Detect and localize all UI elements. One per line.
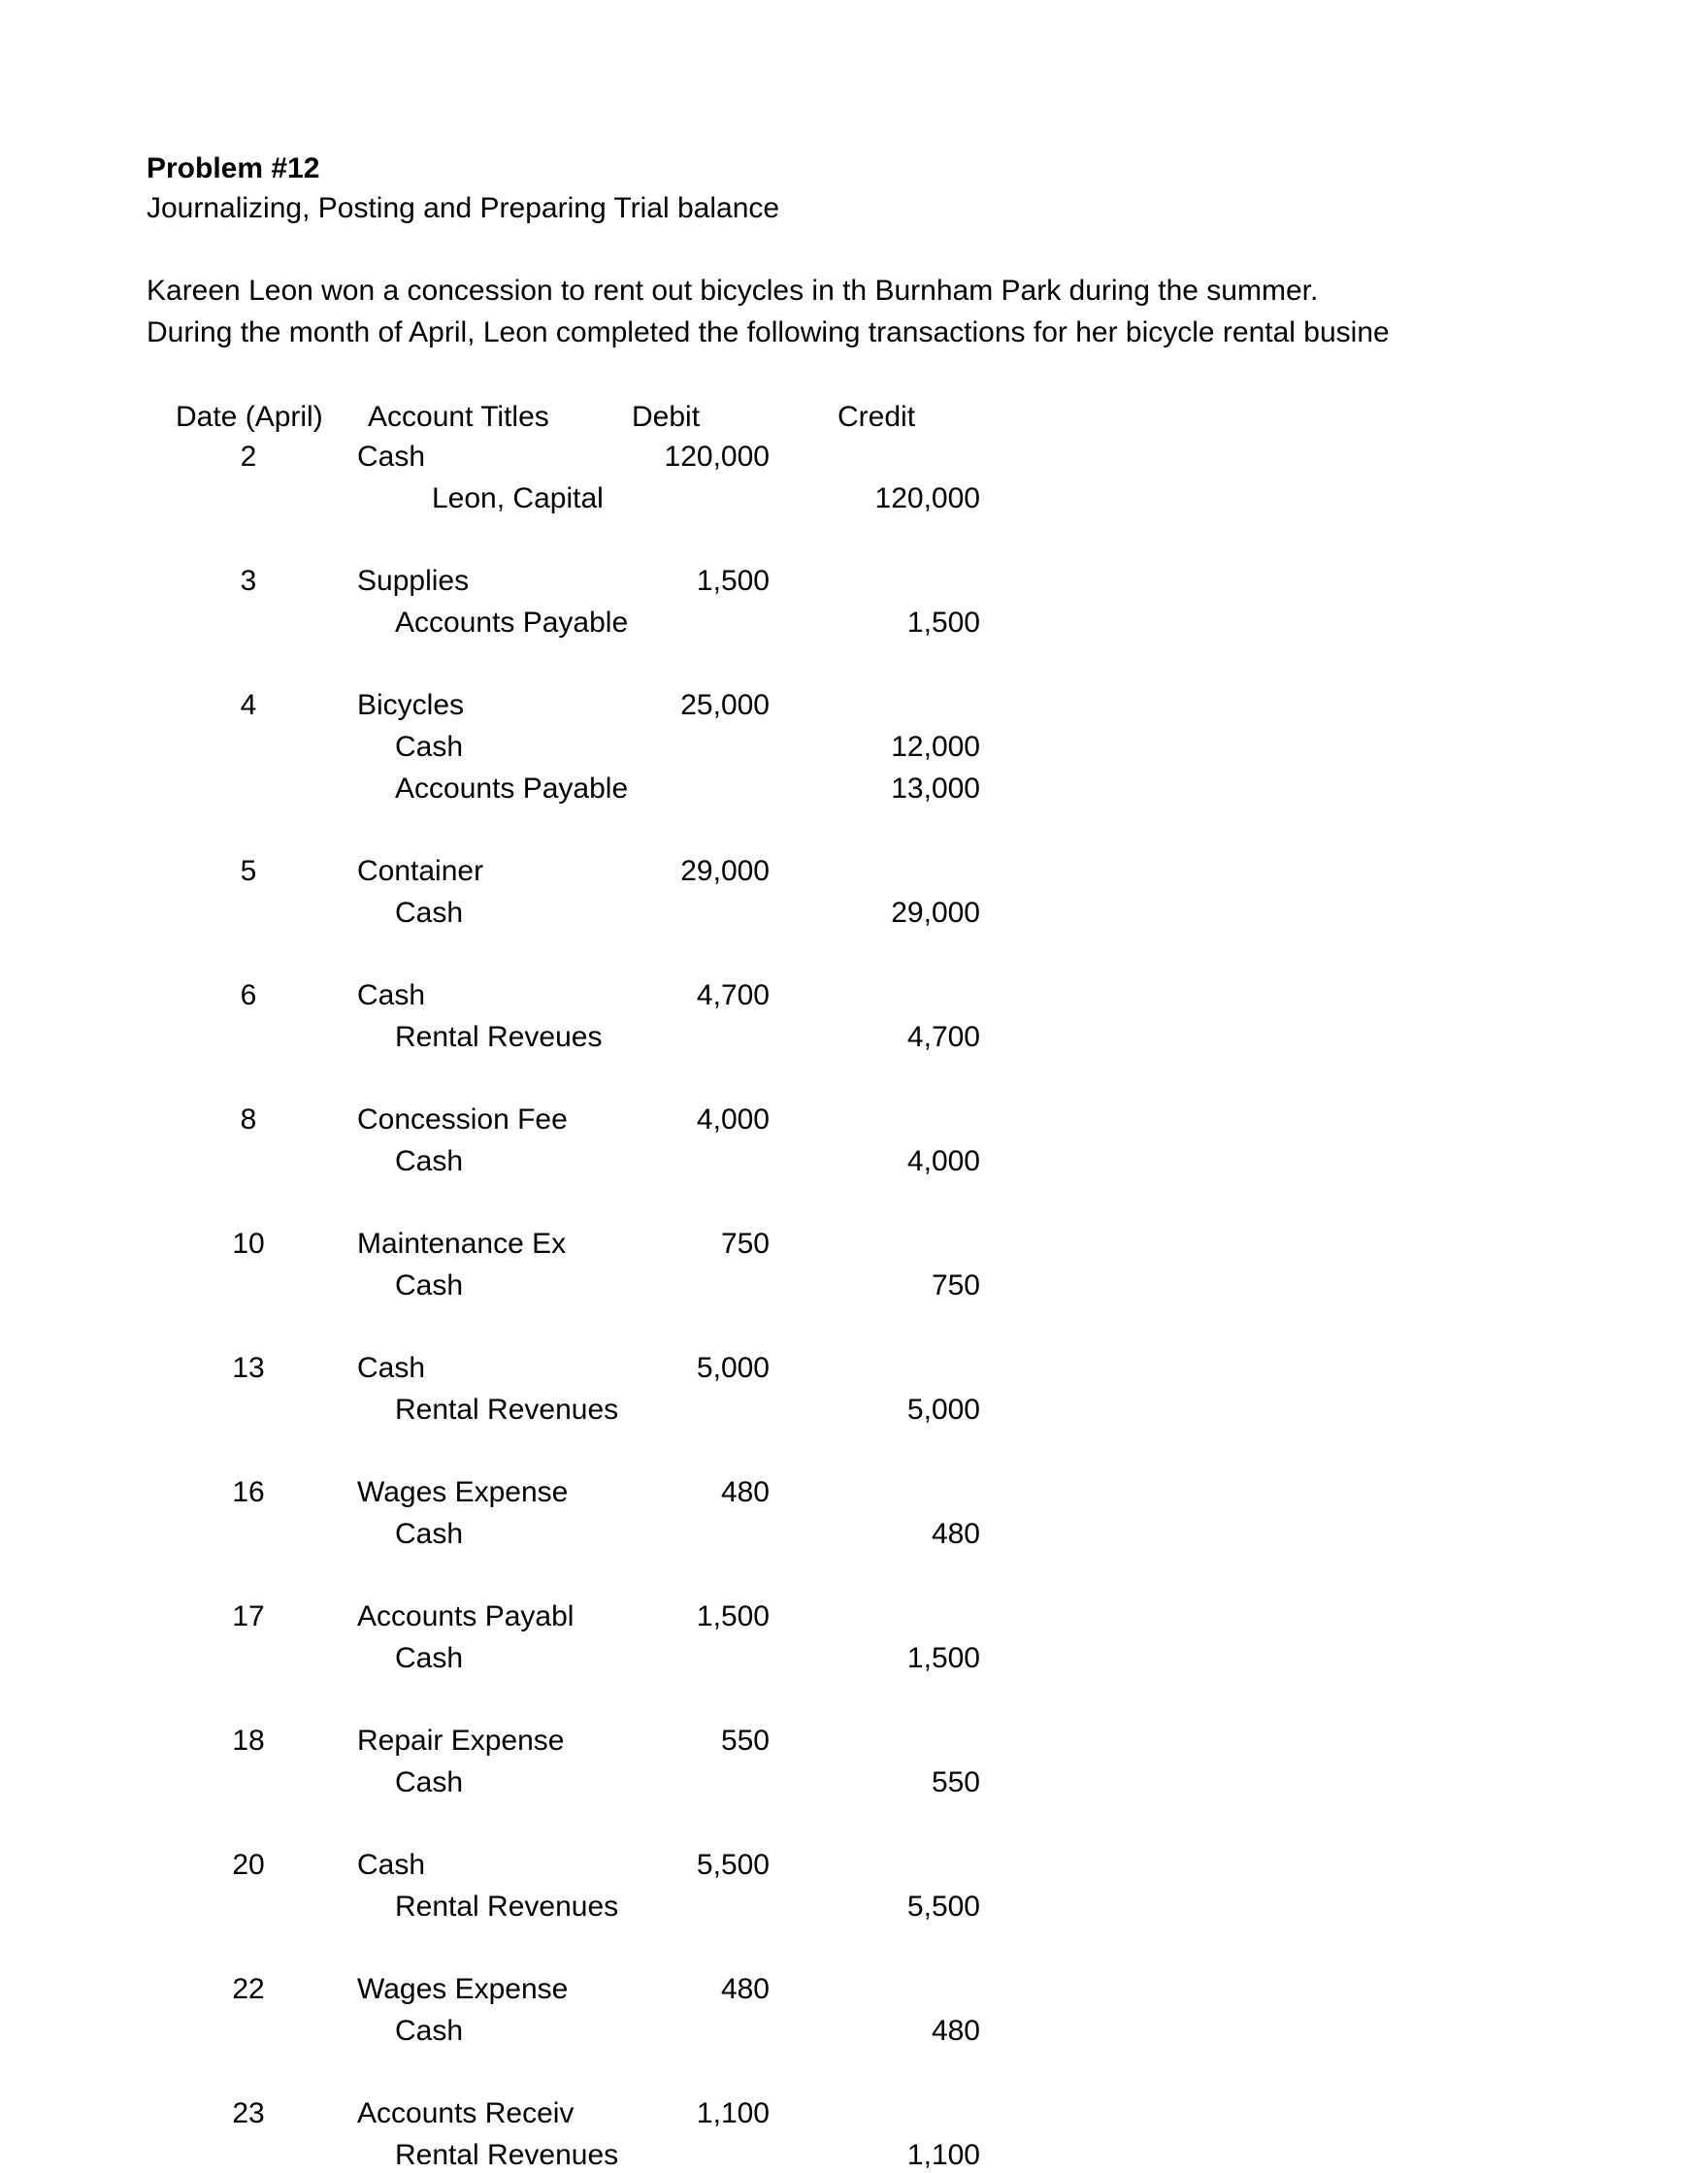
credit-account: Cash [395,1766,464,1798]
credit-amount: 13,000 [891,773,980,805]
credit-amount: 750 [931,1269,980,1301]
debit-amount: 4,000 [696,1103,770,1136]
debit-account: Wages Expense [357,1973,569,2005]
header-credit: Credit [838,401,916,433]
credit-account: Rental Reveues [395,1021,603,1053]
debit-account: Accounts Receiv [357,2097,575,2129]
debit-account: Cash [357,441,426,473]
credit-amount: 480 [931,1518,980,1550]
credit-account: Accounts Payable [395,607,629,639]
credit-account: Cash [395,897,464,929]
header-debit: Debit [632,401,701,433]
debit-amount: 29,000 [680,855,770,887]
debit-amount: 25,000 [680,689,770,721]
header-date: Date (April) [176,401,323,433]
credit-amount: 480 [931,2015,980,2047]
entry-date: 5 [240,855,257,887]
header-account-titles: Account Titles [368,401,549,433]
credit-account: Cash [395,731,464,763]
debit-account: Supplies [357,565,470,597]
entry-date: 13 [232,1352,265,1384]
credit-account: Cash [395,2015,464,2047]
debit-account: Cash [357,1849,426,1881]
entry-date: 3 [240,565,257,597]
entry-date: 2 [240,441,257,473]
entry-date: 18 [232,1725,265,1757]
problem-subtitle: Journalizing, Posting and Preparing Trial balance [147,192,780,224]
intro-line-2: During the month of April, Leon completed the following transactions for her bicycle rental busine [147,316,1390,348]
credit-amount: 1,100 [906,2139,980,2171]
credit-account: Leon, Capital [432,482,604,514]
entry-date: 23 [232,2097,265,2129]
debit-account: Cash [357,979,426,1011]
credit-account: Rental Revenues [395,2139,619,2171]
credit-amount: 4,700 [906,1021,980,1053]
credit-amount: 1,500 [906,607,980,639]
debit-account: Container [357,855,484,887]
credit-account: Cash [395,1642,464,1674]
entry-date: 10 [232,1228,265,1260]
entry-date: 6 [240,979,257,1011]
credit-account: Accounts Payable [395,773,629,805]
debit-amount: 550 [720,1725,770,1757]
credit-amount: 12,000 [891,731,980,763]
credit-account: Rental Revenues [395,1394,619,1426]
credit-amount: 5,500 [906,1891,980,1923]
debit-amount: 480 [720,1973,770,2005]
intro-line-1: Kareen Leon won a concession to rent out bicycles in th Burnham Park during the summer. [147,275,1319,307]
debit-account: Wages Expense [357,1476,569,1508]
credit-amount: 5,000 [906,1394,980,1426]
entry-date: 22 [232,1973,265,2005]
debit-amount: 5,000 [696,1352,770,1384]
debit-amount: 480 [720,1476,770,1508]
debit-account: Cash [357,1352,426,1384]
entry-date: 4 [240,689,257,721]
entry-date: 16 [232,1476,265,1508]
credit-amount: 29,000 [891,897,980,929]
debit-amount: 1,500 [696,1600,770,1632]
credit-amount: 1,500 [906,1642,980,1674]
entry-date: 8 [240,1103,257,1136]
debit-amount: 1,500 [696,565,770,597]
credit-account: Cash [395,1269,464,1301]
credit-account: Cash [395,1145,464,1177]
debit-amount: 5,500 [696,1849,770,1881]
debit-amount: 1,100 [696,2097,770,2129]
debit-amount: 120,000 [664,441,770,473]
debit-amount: 4,700 [696,979,770,1011]
debit-amount: 750 [720,1228,770,1260]
entry-date: 17 [232,1600,265,1632]
debit-account: Maintenance Ex [357,1228,567,1260]
credit-amount: 120,000 [874,482,980,514]
debit-account: Concession Fee [357,1103,568,1136]
credit-amount: 4,000 [906,1145,980,1177]
entry-date: 20 [232,1849,265,1881]
credit-account: Cash [395,1518,464,1550]
debit-account: Repair Expense [357,1725,565,1757]
problem-title: Problem #12 [147,152,320,184]
credit-account: Rental Revenues [395,1891,619,1923]
debit-account: Accounts Payabl [357,1600,575,1632]
debit-account: Bicycles [357,689,465,721]
credit-amount: 550 [931,1766,980,1798]
